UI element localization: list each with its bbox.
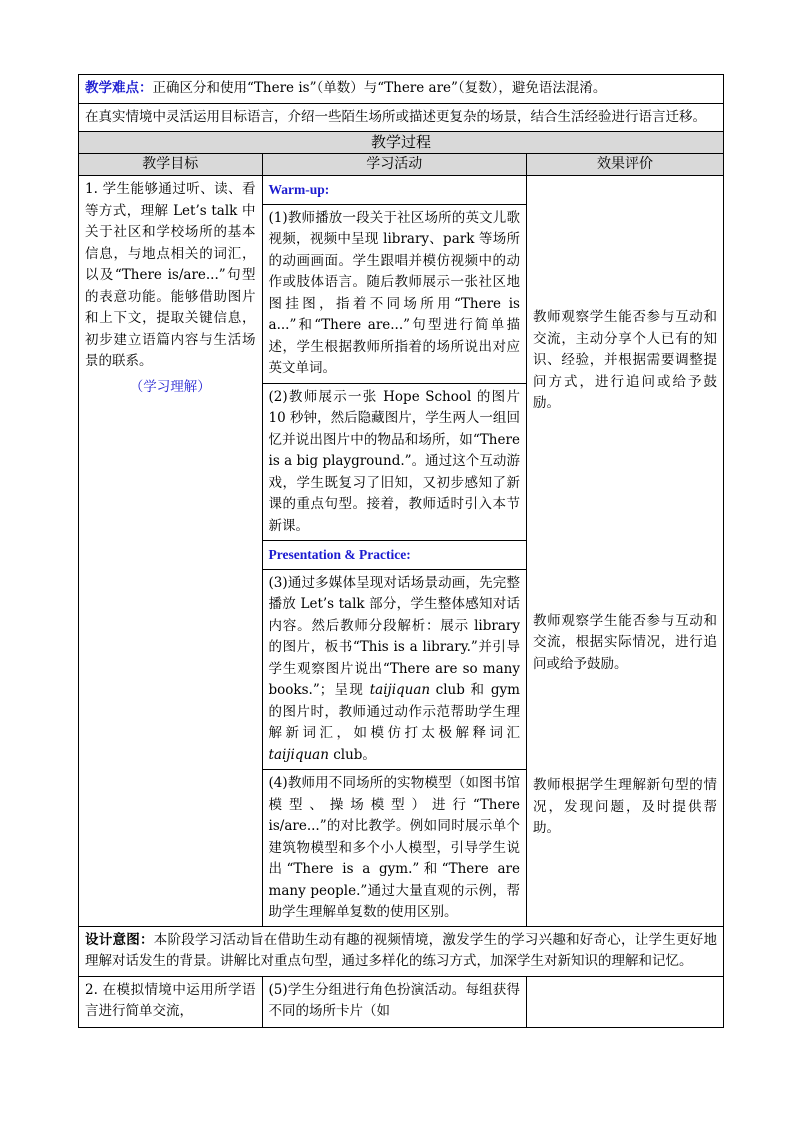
activities-cell bbox=[262, 176, 526, 927]
goal1-text: 1. 学生能够通过听、读、看等方式，理解 Let’s talk 中关于社区和学校场所的基本信息，与地点相关的词汇，以及“There is/are...”句型的表意功能。能够借助图片和上下文，提取关键信息，初步建立语篇内容与生活场景的联系。 bbox=[85, 181, 256, 369]
design-row bbox=[79, 926, 724, 976]
goal2-text: 2. 在模拟情境中运用所学语言进行简单交流， bbox=[85, 981, 256, 1019]
activity-5: (5)学生分组进行角色扮演活动。每组获得不同的场所卡片（如 bbox=[268, 981, 520, 1019]
design-label: 设计意图： bbox=[85, 931, 154, 948]
goal2-row bbox=[79, 976, 724, 1027]
evaluation-1: 教师观察学生能否参与互动和交流，主动分享个人已有的知识、经验，并根据需要调整提问方式，进行追问或给予鼓励。 bbox=[532, 309, 717, 411]
main-row bbox=[79, 176, 724, 927]
activity-2: (2)教师展示一张 Hope School 的图片 10 秒钟，然后隐藏图片，学生两人一组回忆并说出图片中的物品和场所，如“There is a big playground.”。通过这个互动游戏，学生既复习了旧知，又初步感知了新课的重点句型。接着，教师适时引入本节新课。 bbox=[263, 383, 526, 538]
difficulty-cell bbox=[79, 75, 724, 132]
activity-4: (4)教师用不同场所的实物模型（如图书馆模型、操场模型）进行“There is/are...”的对比教学。例如同时展示单个建筑物模型和多个小人模型，引导学生说出“There is a gym.”和“There are many people.”通过大量直观的示例，帮助学生理解单复数的使用区别。 bbox=[263, 769, 526, 924]
extension-text: 在真实情境中灵活运用目标语言，介绍一些陌生场所或描述更复杂的场景，结合生活经验进行语言迁移。 bbox=[79, 103, 723, 129]
goal1-tag: （学习理解） bbox=[129, 378, 211, 395]
activity5-cell bbox=[262, 976, 526, 1027]
goal1-cell bbox=[79, 176, 263, 927]
activity-1: (1)教师播放一段关于社区场所的英文儿歌视频，视频中呈现 library、park 等场所的动画画面。学生跟唱并模仿视频中的动作或肢体语言。随后教师展示一张社区地图挂图，指着不同场所用“There is a...”和“There are...”句型进行简单描述，学生根据教师所指着的场所说出对应英文单词。 bbox=[263, 204, 526, 380]
lesson-plan-page bbox=[78, 74, 724, 1028]
presentation-label: Presentation & Practice: bbox=[263, 540, 526, 566]
process-title: 教学过程 bbox=[79, 132, 724, 154]
difficulty-label: 教学难点： bbox=[85, 80, 153, 96]
design-text: 本阶段学习活动旨在借助生动有趣的视频情境，激发学生的学习兴趣和好奇心，让学生更好地理解对话发生的背景。讲解比对重点句型，通过多样化的练习方式，加深学生对新知识的理解和记忆。 bbox=[85, 931, 718, 969]
difficulty-row bbox=[79, 75, 724, 132]
column-header-row bbox=[79, 154, 724, 176]
activity-3-italic1: taijiquan bbox=[369, 682, 431, 698]
design-cell bbox=[79, 926, 724, 976]
evaluation-2: 教师观察学生能否参与互动和交流，根据实际情况，进行追问或给予鼓励。 bbox=[532, 612, 717, 672]
evaluation-empty-cell bbox=[526, 976, 723, 1027]
header-goal: 教学目标 bbox=[79, 154, 263, 176]
activity-3-part2: club 和 gym 的图片时，教师通过动作示范帮助学生理解新词汇，如模仿打太极解释词汇 bbox=[268, 682, 520, 741]
goal2-cell bbox=[79, 976, 263, 1027]
header-evaluation: 效果评价 bbox=[526, 154, 723, 176]
activity-3-part3: club。 bbox=[328, 746, 376, 763]
warmup-label: Warm-up: bbox=[268, 182, 330, 197]
lesson-plan-table bbox=[78, 74, 724, 1028]
process-title-row bbox=[79, 132, 724, 154]
evaluation-3: 教师根据学生理解新句型的情况，发现问题，及时提供帮助。 bbox=[532, 777, 717, 836]
activity-3-italic2: taijiquan bbox=[268, 746, 329, 763]
difficulty-text: 正确区分和使用“There is”（单数）与“There are”（复数），避免语法混淆。 bbox=[152, 80, 607, 96]
activity-3-part1: (3)通过多媒体呈现对话场景动画，先完整播放 Let’s talk 部分，学生整体感知对话内容。然后教师分段解析：展示 library 的图片，板书“This is a library.”并引导学生观察图片说出“There are so many books.”；呈现 bbox=[268, 574, 520, 698]
header-activity: 学习活动 bbox=[262, 154, 526, 176]
evaluation-cell bbox=[526, 176, 723, 927]
activity-3 bbox=[263, 569, 526, 767]
